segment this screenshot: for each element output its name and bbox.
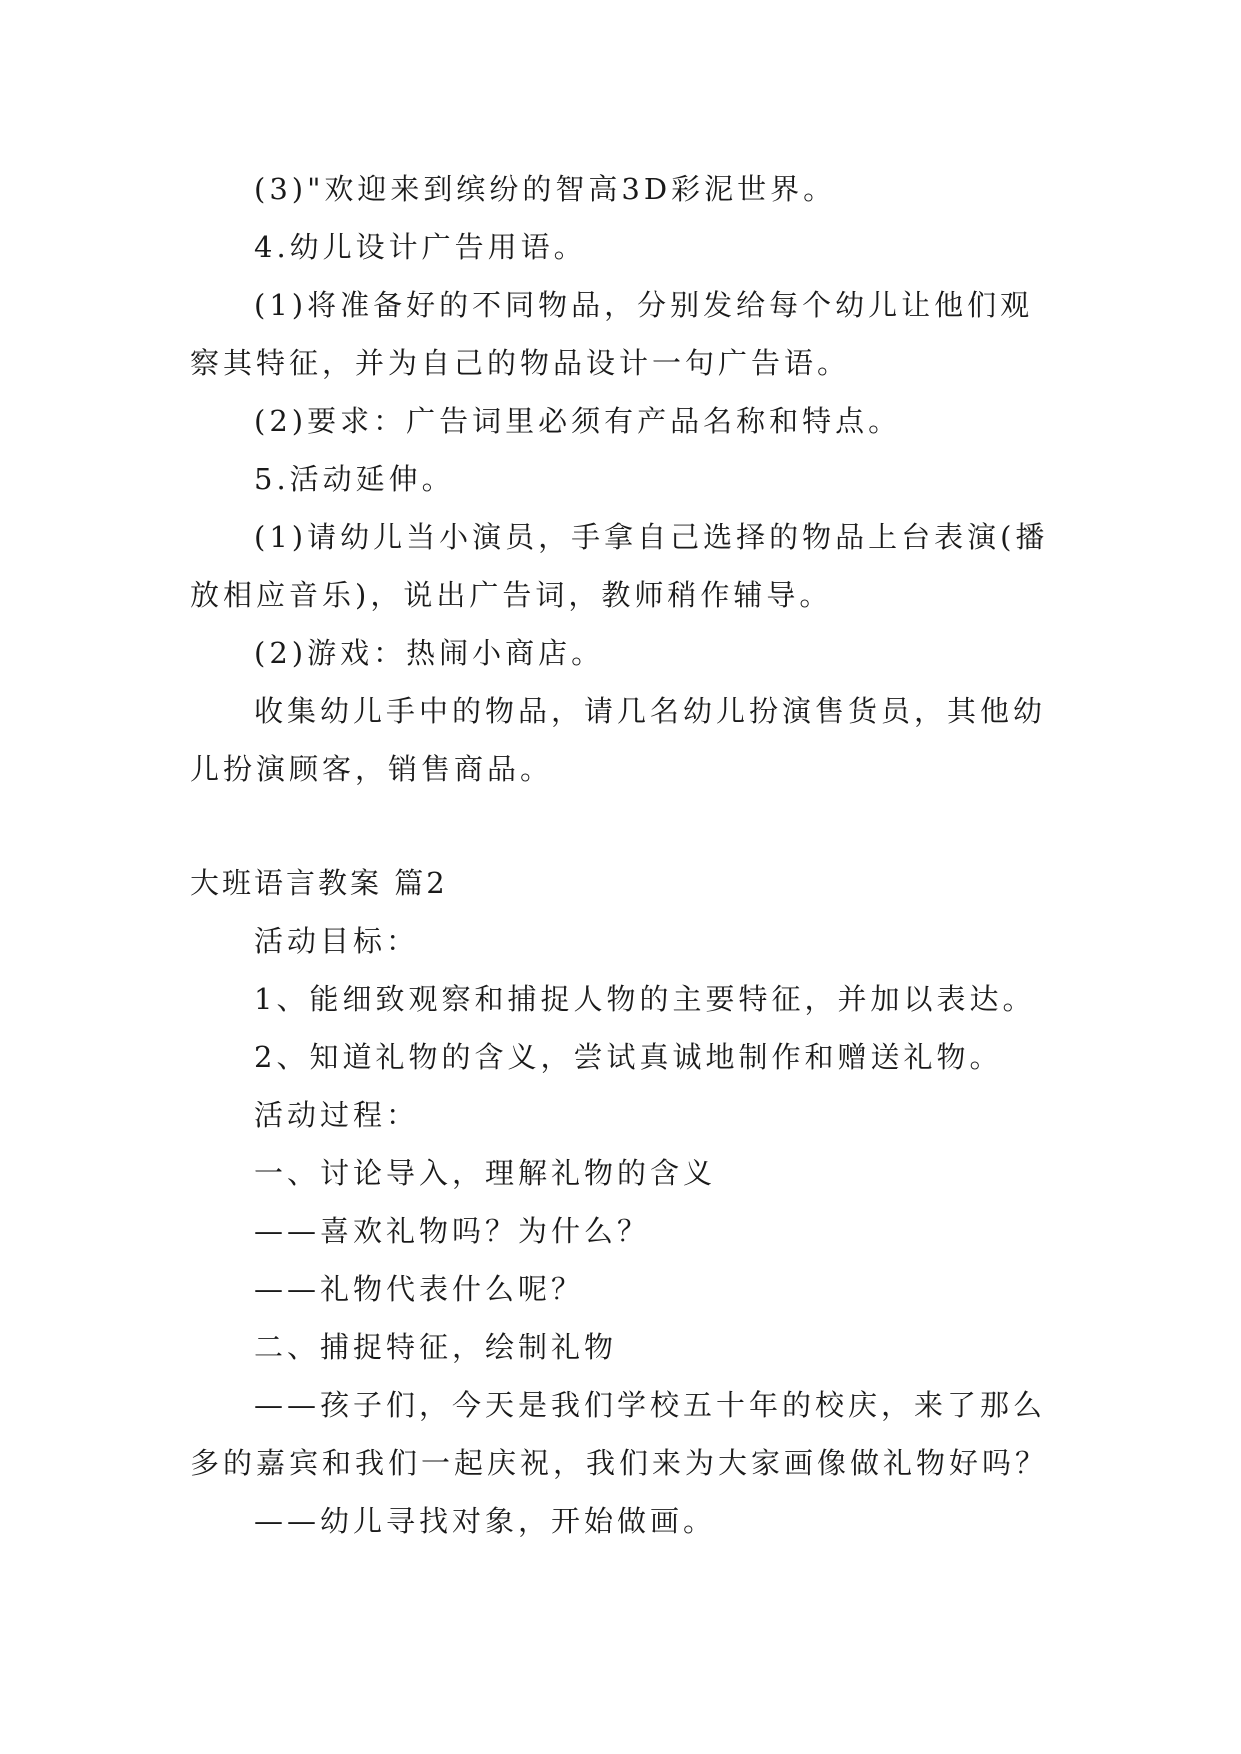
- section-two: [190, 854, 1052, 1550]
- paragraph-line: ——礼物代表什么呢？: [254, 1272, 585, 1306]
- paragraph-line: 活动过程：: [254, 1098, 420, 1132]
- paragraph-line: 4.幼儿设计广告用语。: [254, 230, 587, 264]
- document-body: [190, 160, 1052, 1550]
- paragraph-line: 5.活动延伸。: [254, 462, 455, 496]
- section-one: [190, 160, 1052, 798]
- paragraph-line: 一、讨论导入，理解礼物的含义: [254, 1156, 717, 1190]
- paragraph-line: 2、知道礼物的含义，尝试真诚地制作和赠送礼物。: [254, 1040, 1003, 1074]
- paragraph-line: ——喜欢礼物吗？为什么？: [254, 1214, 651, 1248]
- paragraph-line: (1)请幼儿当小演员，手拿自己选择的物品上台表演(播: [254, 520, 1049, 554]
- paragraph-line: (1)将准备好的不同物品，分别发给每个幼儿让他们观: [254, 288, 1034, 322]
- paragraph-line: ——幼儿寻找对象，开始做画。: [254, 1504, 717, 1538]
- paragraph-line: 放相应音乐)，说出广告词，教师稍作辅导。: [190, 578, 833, 612]
- paragraph-line: 二、捕捉特征，绘制礼物: [254, 1330, 618, 1364]
- section-heading: 大班语言教案 篇2: [190, 866, 448, 900]
- paragraph-line: 多的嘉宾和我们一起庆祝，我们来为大家画像做礼物好吗？: [190, 1446, 1049, 1480]
- paragraph-line: 1、能细致观察和捕捉人物的主要特征，并加以表达。: [254, 982, 1036, 1016]
- paragraph-line: 活动目标：: [254, 924, 420, 958]
- paragraph-line: 儿扮演顾客，销售商品。: [190, 752, 554, 786]
- paragraph-line: (2)要求：广告词里必须有产品名称和特点。: [254, 404, 902, 438]
- paragraph-line: (3)"欢迎来到缤纷的智高3D彩泥世界。: [254, 172, 837, 206]
- paragraph-line: ——孩子们，今天是我们学校五十年的校庆，来了那么: [254, 1388, 1047, 1422]
- paragraph-line: 收集幼儿手中的物品，请几名幼儿扮演售货员，其他幼: [254, 694, 1047, 728]
- section-gap: [190, 798, 1052, 854]
- paragraph-line: (2)游戏：热闹小商店。: [254, 636, 605, 670]
- paragraph-line: 察其特征，并为自己的物品设计一句广告语。: [190, 346, 851, 380]
